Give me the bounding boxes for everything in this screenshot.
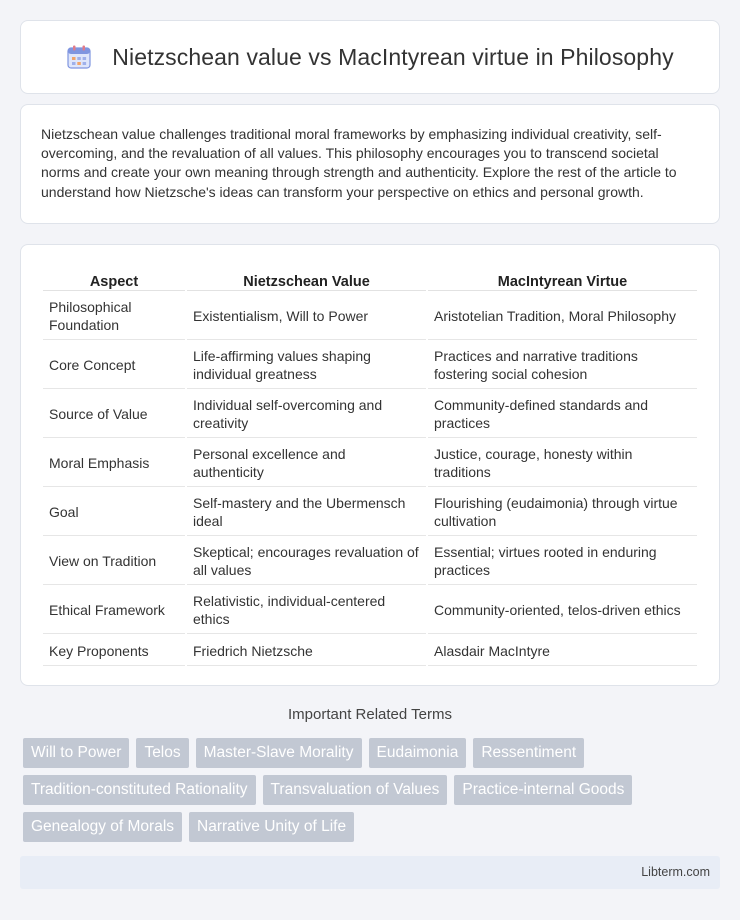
table-row (43, 489, 697, 536)
table-row (43, 440, 697, 487)
header-macintyrean-virtue: MacIntyrean Virtue (428, 267, 697, 291)
comparison-table (41, 265, 699, 668)
nietzschean-cell: Existentialism, Will to Power (187, 293, 426, 340)
tag-genealogy-of-morals[interactable]: Genealogy of Morals (23, 812, 182, 842)
table-row (43, 293, 697, 340)
tag-practice-internal-goods[interactable]: Practice-internal Goods (454, 775, 632, 805)
intro-text: Nietzschean value challenges traditional moral frameworks by emphasizing individual creativity, self-overcoming, and the revaluation of all values. This philosophy encourages you to transcend societal norms and create your own meaning through strength and authenticity. Explore the rest of the article to understand how Nietzsche's ideas can transform your perspective on ethics and personal growth. (41, 126, 677, 200)
tag-master-slave-morality[interactable]: Master-Slave Morality (196, 738, 362, 768)
macintyrean-cell: Community-defined standards and practices (428, 391, 697, 438)
aspect-cell: Core Concept (43, 342, 185, 389)
tag-row (23, 775, 723, 805)
aspect-cell: Key Proponents (43, 636, 185, 666)
nietzschean-cell: Skeptical; encourages revaluation of all values (187, 538, 426, 585)
aspect-cell: Moral Emphasis (43, 440, 185, 487)
tag-tradition-constituted-rationality[interactable]: Tradition-constituted Rationality (23, 775, 256, 805)
header-aspect: Aspect (43, 267, 185, 291)
aspect-cell: Philosophical Foundation (43, 293, 185, 340)
aspect-cell: Source of Value (43, 391, 185, 438)
header-nietzschean-value: Nietzschean Value (187, 267, 426, 291)
aspect-cell: Ethical Framework (43, 587, 185, 634)
macintyrean-cell: Practices and narrative traditions fostering social cohesion (428, 342, 697, 389)
table-row (43, 391, 697, 438)
macintyrean-cell: Flourishing (eudaimonia) through virtue cultivation (428, 489, 697, 536)
table-header-row (43, 267, 697, 291)
tag-row (23, 738, 723, 768)
nietzschean-cell: Personal excellence and authenticity (187, 440, 426, 487)
intro-card (20, 104, 720, 224)
footer (20, 856, 720, 889)
tag-telos[interactable]: Telos (136, 738, 188, 768)
related-terms-title: Important Related Terms (288, 706, 452, 723)
table-row (43, 636, 697, 666)
tag-eudaimonia[interactable]: Eudaimonia (369, 738, 467, 768)
tag-row (23, 812, 723, 842)
macintyrean-cell: Aristotelian Tradition, Moral Philosophy (428, 293, 697, 340)
macintyrean-cell: Alasdair MacIntyre (428, 636, 697, 666)
aspect-cell: View on Tradition (43, 538, 185, 585)
macintyrean-cell: Justice, courage, honesty within traditions (428, 440, 697, 487)
nietzschean-cell: Self-mastery and the Ubermensch ideal (187, 489, 426, 536)
related-terms-tags (23, 738, 723, 849)
aspect-cell: Goal (43, 489, 185, 536)
nietzschean-cell: Friedrich Nietzsche (187, 636, 426, 666)
table-row (43, 538, 697, 585)
tag-transvaluation-of-values[interactable]: Transvaluation of Values (263, 775, 448, 805)
tag-narrative-unity-of-life[interactable]: Narrative Unity of Life (189, 812, 354, 842)
macintyrean-cell: Essential; virtues rooted in enduring practices (428, 538, 697, 585)
comparison-table-card (20, 244, 720, 686)
page-title: Nietzschean value vs MacIntyrean virtue in Philosophy (112, 43, 674, 70)
nietzschean-cell: Life-affirming values shaping individual greatness (187, 342, 426, 389)
macintyrean-cell: Community-oriented, telos-driven ethics (428, 587, 697, 634)
nietzschean-cell: Relativistic, individual-centered ethics (187, 587, 426, 634)
nietzschean-cell: Individual self-overcoming and creativity (187, 391, 426, 438)
tag-ressentiment[interactable]: Ressentiment (473, 738, 584, 768)
calendar-icon (66, 44, 92, 70)
footer-site-link[interactable]: Libterm.com (641, 865, 710, 879)
header-card (20, 20, 720, 94)
table-row (43, 342, 697, 389)
tag-will-to-power[interactable]: Will to Power (23, 738, 129, 768)
table-row (43, 587, 697, 634)
